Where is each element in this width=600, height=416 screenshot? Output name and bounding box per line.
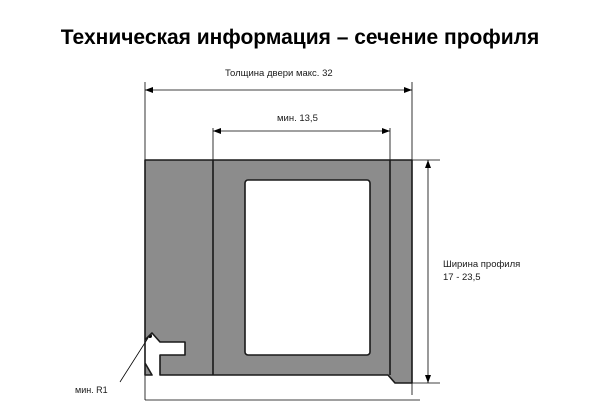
arrowhead-inner-right [382,128,390,134]
dimension-label-width-title: Ширина профиля [443,259,521,270]
dimension-label-thickness: Толщина двери макс. 32 [225,68,333,79]
dimension-label-radius: мин. R1 [75,385,108,395]
leader-line-radius [120,338,148,382]
dimension-label-width-value: 17 - 23,5 [443,272,481,283]
profile-body [145,160,412,383]
arrowhead-inner-left [213,128,221,134]
arrowhead-width-bottom [425,375,431,383]
page-title: Техническая информация – сечение профиля [60,26,540,49]
arrowhead-thickness-left [145,87,153,93]
arrowhead-thickness-right [404,87,412,93]
dimension-label-min-inner: мин. 13,5 [277,113,318,124]
arrowhead-width-top [425,160,431,168]
profile-inner-cavity [245,180,370,355]
